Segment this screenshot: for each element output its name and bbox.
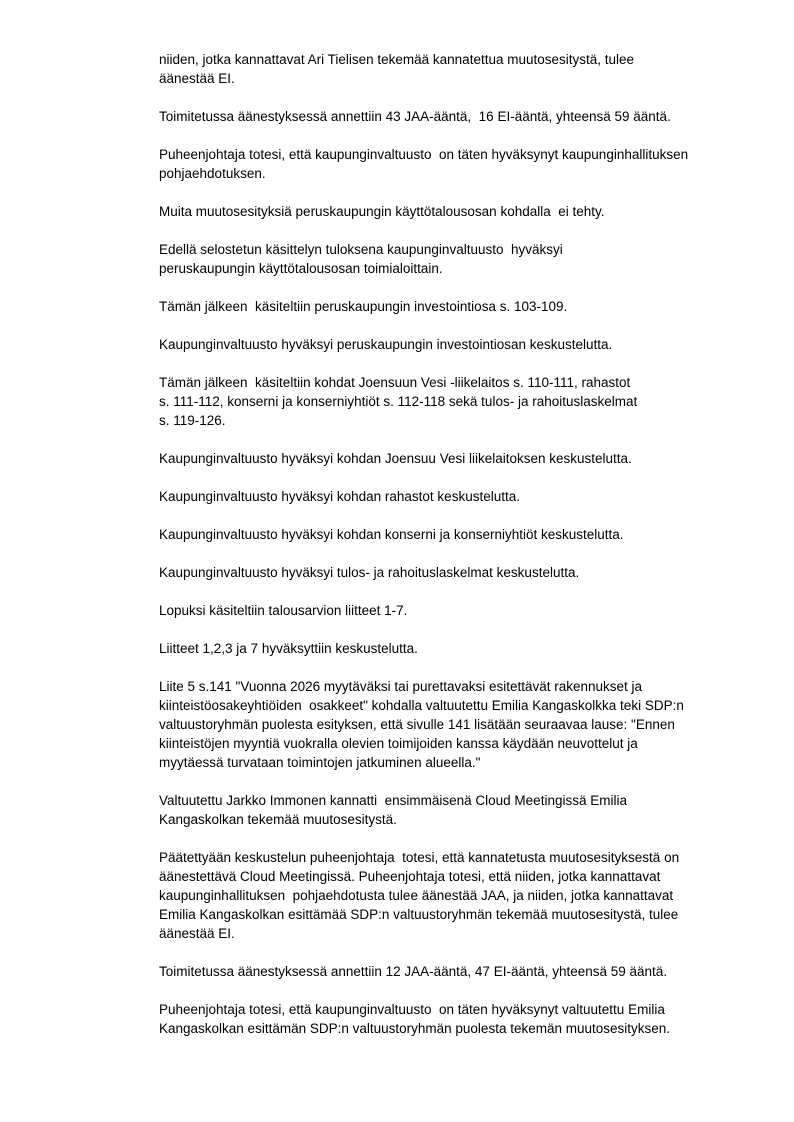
text-line: s. 119-126. xyxy=(159,413,226,428)
text-line: Valtuutettu Jarkko Immonen kannatti ensimmäisenä Cloud Meetingissä Emilia xyxy=(159,793,627,808)
text-line: Kaupunginvaltuusto hyväksyi kohdan rahastot keskustelutta. xyxy=(159,489,520,504)
text-line: Tämän jälkeen käsiteltiin kohdat Joensuun Vesi -liikelaitos s. 110-111, rahastot xyxy=(159,375,631,390)
text-line: Kangaskolkan tekemää muutosesitystä. xyxy=(159,812,397,827)
paragraph-16 xyxy=(159,791,759,829)
text-line: kiinteistöosakeyhtiöiden osakkeet" kohdalla valtuutettu Emilia Kangaskolkka teki SDP:n xyxy=(159,698,684,713)
text-line: Toimitetussa äänestyksessä annettiin 43 JAA-ääntä, 16 EI-ääntä, yhteensä 59 ääntä. xyxy=(159,109,671,124)
text-line: Emilia Kangaskolkan esittämää SDP:n valtuustoryhmän tekemää muutosesitystä, tulee xyxy=(159,907,679,922)
text-line: pohjaehdotuksen. xyxy=(159,166,266,181)
paragraph-4 xyxy=(159,202,759,221)
text-line: s. 111-112, konserni ja konserniyhtiöt s. 112-118 sekä tulos- ja rahoituslaskelmat xyxy=(159,394,638,409)
text-line: Kaupunginvaltuusto hyväksyi tulos- ja rahoituslaskelmat keskustelutta. xyxy=(159,565,580,580)
text-line: valtuustoryhmän puolesta esityksen, että sivulle 141 lisätään seuraavaa lause: "Ennen xyxy=(159,717,675,732)
paragraph-14 xyxy=(159,639,759,658)
text-line: äänestettävä Cloud Meetingissä. Puheenjohtaja totesi, että niiden, jotka kannattavat xyxy=(159,869,661,884)
text-line: Kaupunginvaltuusto hyväksyi kohdan konserni ja konserniyhtiöt keskustelutta. xyxy=(159,527,624,542)
paragraph-12 xyxy=(159,563,759,582)
text-line: Tämän jälkeen käsiteltiin peruskaupungin investointiosa s. 103-109. xyxy=(159,299,568,314)
paragraph-19 xyxy=(159,1000,759,1038)
text-line: peruskaupungin käyttötalousosan toimialoittain. xyxy=(159,261,443,276)
paragraph-7 xyxy=(159,335,759,354)
paragraph-10 xyxy=(159,487,759,506)
paragraph-11 xyxy=(159,525,759,544)
text-line: Puheenjohtaja totesi, että kaupunginvaltuusto on täten hyväksynyt valtuutettu Emilia xyxy=(159,1002,665,1017)
text-line: Lopuksi käsiteltiin talousarvion liitteet 1-7. xyxy=(159,603,408,618)
paragraph-3 xyxy=(159,145,759,183)
paragraph-5 xyxy=(159,240,759,278)
paragraph-9 xyxy=(159,449,759,468)
text-line: äänestää EI. xyxy=(159,926,235,941)
text-line: kiinteistöjen myyntiä vuokralla olevien toimijoiden kanssa käydään neuvottelut ja xyxy=(159,736,638,751)
paragraph-2 xyxy=(159,107,759,126)
text-line: Puheenjohtaja totesi, että kaupunginvaltuusto on täten hyväksynyt kaupunginhallituksen xyxy=(159,147,689,162)
text-line: Kangaskolkan esittämän SDP:n valtuustoryhmän puolesta tekemän muutosesityksen. xyxy=(159,1021,671,1036)
text-line: äänestää EI. xyxy=(159,71,235,86)
text-line: Päätettyään keskustelun puheenjohtaja totesi, että kannatetusta muutosesityksestä on xyxy=(159,850,680,865)
text-line: Liite 5 s.141 "Vuonna 2026 myytäväksi tai purettavaksi esitettävät rakennukset ja xyxy=(159,679,643,694)
text-line: Kaupunginvaltuusto hyväksyi peruskaupungin investointiosan keskustelutta. xyxy=(159,337,613,352)
paragraph-8 xyxy=(159,373,759,430)
paragraph-15 xyxy=(159,677,759,772)
text-line: Edellä selostetun käsittelyn tuloksena kaupunginvaltuusto hyväksyi xyxy=(159,242,563,257)
paragraph-6 xyxy=(159,297,759,316)
text-line: niiden, jotka kannattavat Ari Tielisen tekemää kannatettua muutosesitystä, tulee xyxy=(159,52,635,67)
text-line: Kaupunginvaltuusto hyväksyi kohdan Joensuu Vesi liikelaitoksen keskustelutta. xyxy=(159,451,632,466)
text-line: Liitteet 1,2,3 ja 7 hyväksyttiin keskustelutta. xyxy=(159,641,418,656)
paragraph-1 xyxy=(159,50,759,88)
paragraph-13 xyxy=(159,601,759,620)
text-line: myytäessä turvataan toimintojen jatkuminen alueella." xyxy=(159,755,481,770)
text-line: Muita muutosesityksiä peruskaupungin käyttötalousosan kohdalla ei tehty. xyxy=(159,204,605,219)
text-line: Toimitetussa äänestyksessä annettiin 12 JAA-ääntä, 47 EI-ääntä, yhteensä 59 ääntä. xyxy=(159,964,668,979)
paragraph-17 xyxy=(159,848,759,943)
text-line: kaupunginhallituksen pohjaehdotusta tulee äänestää JAA, ja niiden, jotka kannattavat xyxy=(159,888,674,903)
text-block xyxy=(159,50,759,1057)
paragraph-18 xyxy=(159,962,759,981)
